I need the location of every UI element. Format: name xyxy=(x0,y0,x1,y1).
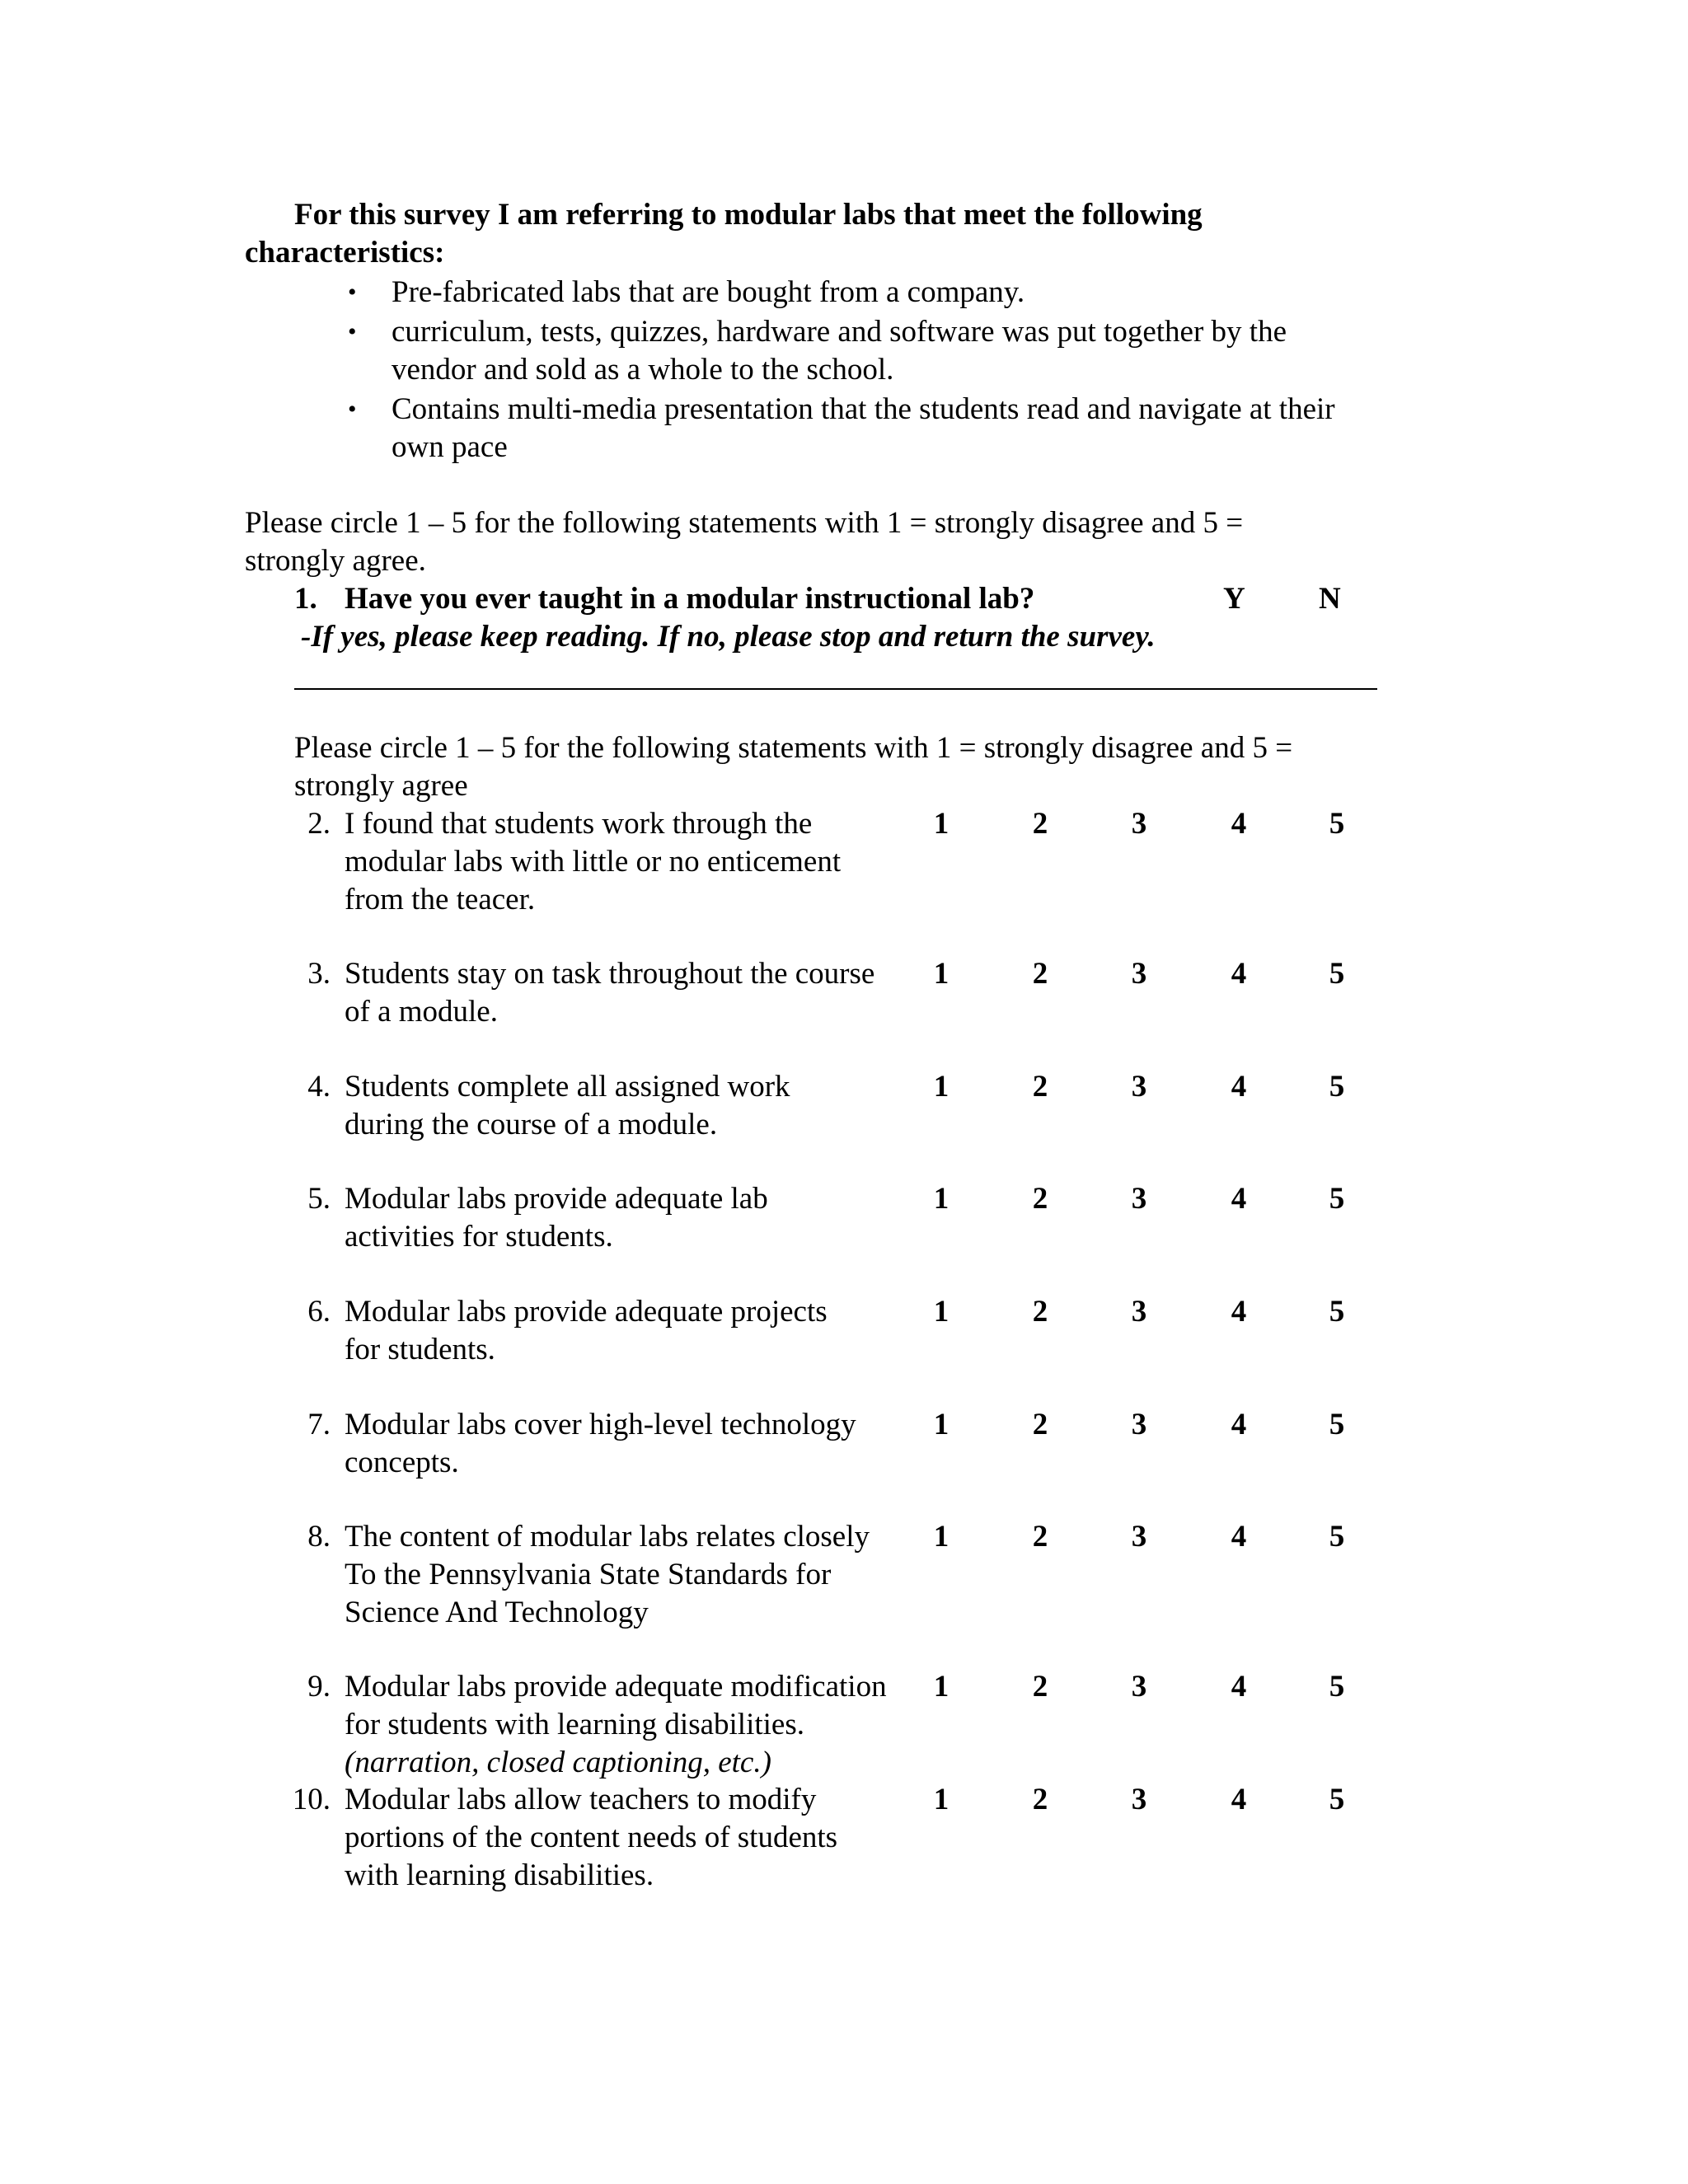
rating-option-2[interactable]: 2 xyxy=(1032,1520,1048,1554)
rating-option-5[interactable]: 5 xyxy=(1329,1670,1345,1704)
rating-option-2[interactable]: 2 xyxy=(1032,1783,1048,1816)
question-text-line: Science And Technology xyxy=(345,1596,649,1629)
instructions-line2: strongly agree. xyxy=(245,544,426,578)
rating-option-3[interactable]: 3 xyxy=(1131,807,1147,841)
rating-option-4[interactable]: 4 xyxy=(1231,1295,1247,1329)
rating-option-1[interactable]: 1 xyxy=(933,1783,950,1816)
rating-option-2[interactable]: 2 xyxy=(1032,957,1048,991)
rating-option-5[interactable]: 5 xyxy=(1329,1295,1345,1329)
question-4 xyxy=(0,1068,1688,1151)
rating-option-1[interactable]: 1 xyxy=(933,1520,950,1554)
rating-option-1[interactable]: 1 xyxy=(933,957,950,991)
bullet-text-line: Pre-fabricated labs that are bought from a company. xyxy=(392,275,1025,309)
rating-option-4[interactable]: 4 xyxy=(1231,957,1247,991)
question-text-line: with learning disabilities. xyxy=(345,1858,654,1892)
rating-option-1[interactable]: 1 xyxy=(933,1182,950,1216)
question-number: 2. xyxy=(307,807,331,841)
question-number: 3. xyxy=(307,957,331,991)
rating-option-2[interactable]: 2 xyxy=(1032,1670,1048,1704)
rating-option-5[interactable]: 5 xyxy=(1329,807,1345,841)
rating-option-2[interactable]: 2 xyxy=(1032,807,1048,841)
rating-option-4[interactable]: 4 xyxy=(1231,1670,1247,1704)
bullet-icon: • xyxy=(348,279,357,306)
question-text-line: during the course of a module. xyxy=(345,1108,718,1141)
question-6 xyxy=(0,1293,1688,1376)
rating-option-4[interactable]: 4 xyxy=(1231,1520,1247,1554)
question-text-line: Modular labs cover high-level technology xyxy=(345,1408,856,1441)
instructions2-line2: strongly agree xyxy=(294,769,468,803)
question-10 xyxy=(0,1781,1688,1905)
rating-option-2[interactable]: 2 xyxy=(1032,1408,1048,1441)
question-number: 5. xyxy=(307,1182,331,1216)
question-text-line: Students complete all assigned work xyxy=(345,1070,790,1104)
question-number: 1. xyxy=(294,582,317,616)
question-number: 8. xyxy=(307,1520,331,1554)
rating-option-3[interactable]: 3 xyxy=(1131,1520,1147,1554)
rating-option-4[interactable]: 4 xyxy=(1231,1070,1247,1104)
no-option[interactable]: N xyxy=(1319,582,1341,616)
rating-option-2[interactable]: 2 xyxy=(1032,1070,1048,1104)
question-number: 10. xyxy=(292,1783,331,1816)
question-text xyxy=(345,1068,790,1144)
instructions-line1: Please circle 1 – 5 for the following statements with 1 = strongly disagree and 5 = xyxy=(245,506,1244,540)
rating-option-3[interactable]: 3 xyxy=(1131,1295,1147,1329)
rating-option-3[interactable]: 3 xyxy=(1131,1783,1147,1816)
question-text-line: modular labs with little or no enticement xyxy=(345,845,842,879)
rating-option-4[interactable]: 4 xyxy=(1231,807,1247,841)
rating-option-5[interactable]: 5 xyxy=(1329,957,1345,991)
bullet-text-line: own pace xyxy=(392,430,508,464)
question-number: 7. xyxy=(307,1408,331,1441)
rating-option-5[interactable]: 5 xyxy=(1329,1182,1345,1216)
rating-option-1[interactable]: 1 xyxy=(933,807,950,841)
bullet-text-line: Contains multi-media presentation that the students read and navigate at their xyxy=(392,392,1335,426)
rating-option-1[interactable]: 1 xyxy=(933,1670,950,1704)
instructions2-line1: Please circle 1 – 5 for the following statements with 1 = strongly disagree and 5 = xyxy=(294,731,1293,765)
rating-option-4[interactable]: 4 xyxy=(1231,1182,1247,1216)
question-2 xyxy=(0,805,1688,929)
question-text-line: Students stay on task throughout the course xyxy=(345,957,875,991)
question-text-line: from the teacer. xyxy=(345,883,536,916)
rating-option-2[interactable]: 2 xyxy=(1032,1295,1048,1329)
question-text xyxy=(345,1781,837,1895)
rating-option-3[interactable]: 3 xyxy=(1131,1408,1147,1441)
question-text xyxy=(345,805,841,919)
question-text-line: Modular labs provide adequate projects xyxy=(345,1295,828,1329)
question-9 xyxy=(0,1668,1688,1783)
rating-option-5[interactable]: 5 xyxy=(1329,1520,1345,1554)
bullet-text-line: curriculum, tests, quizzes, hardware and software was put together by the xyxy=(392,315,1287,349)
rating-option-1[interactable]: 1 xyxy=(933,1408,950,1441)
rating-option-1[interactable]: 1 xyxy=(933,1295,950,1329)
bullet-icon: • xyxy=(348,396,357,423)
question-text-line: of a module. xyxy=(345,995,498,1029)
question-text-line: Modular labs provide adequate modification xyxy=(345,1670,887,1704)
question-text-line: activities for students. xyxy=(345,1220,613,1254)
rating-option-4[interactable]: 4 xyxy=(1231,1783,1247,1816)
rating-option-5[interactable]: 5 xyxy=(1329,1070,1345,1104)
question-7 xyxy=(0,1406,1688,1488)
question-text-line: Modular labs provide adequate lab xyxy=(345,1182,768,1216)
rating-option-4[interactable]: 4 xyxy=(1231,1408,1247,1441)
question-text-line: To the Pennsylvania State Standards for xyxy=(345,1558,832,1591)
question-number: 9. xyxy=(307,1670,331,1704)
yes-option[interactable]: Y xyxy=(1223,582,1245,616)
bullet-text-line: vendor and sold as a whole to the school. xyxy=(392,353,894,387)
question-text xyxy=(345,1518,870,1632)
question-text-line: concepts. xyxy=(345,1446,459,1479)
question-text: Have you ever taught in a modular instructional lab? xyxy=(345,582,1035,616)
rating-option-5[interactable]: 5 xyxy=(1329,1783,1345,1816)
intro-heading-line1: For this survey I am referring to modular labs that meet the following xyxy=(294,198,1203,232)
question-number: 6. xyxy=(307,1295,331,1329)
question-text xyxy=(345,1180,768,1256)
question-text xyxy=(345,1293,828,1369)
question-text xyxy=(345,1668,887,1782)
question-8 xyxy=(0,1518,1688,1642)
question-text xyxy=(345,1406,856,1482)
divider-line xyxy=(294,688,1377,690)
question-text-line: I found that students work through the xyxy=(345,807,813,841)
rating-option-3[interactable]: 3 xyxy=(1131,957,1147,991)
rating-option-3[interactable]: 3 xyxy=(1131,1070,1147,1104)
rating-option-3[interactable]: 3 xyxy=(1131,1182,1147,1216)
rating-option-1[interactable]: 1 xyxy=(933,1070,950,1104)
rating-option-3[interactable]: 3 xyxy=(1131,1670,1147,1704)
question-text-line: Modular labs allow teachers to modify xyxy=(345,1783,817,1816)
question-text-line: portions of the content needs of students xyxy=(345,1821,838,1854)
question-text-line: The content of modular labs relates closely xyxy=(345,1520,870,1554)
question-number: 4. xyxy=(307,1070,331,1104)
question-text-line: for students with learning disabilities. xyxy=(345,1708,804,1741)
question-text xyxy=(345,955,874,1031)
bullet-icon: • xyxy=(348,318,357,345)
rating-option-5[interactable]: 5 xyxy=(1329,1408,1345,1441)
question-note: (narration, closed captioning, etc.) xyxy=(345,1746,771,1779)
question-3 xyxy=(0,955,1688,1038)
intro-heading-line2: characteristics: xyxy=(245,236,445,269)
question-text-line: for students. xyxy=(345,1333,495,1366)
question-note: -If yes, please keep reading. If no, please stop and return the survey. xyxy=(301,620,1156,654)
rating-option-2[interactable]: 2 xyxy=(1032,1182,1048,1216)
question-5 xyxy=(0,1180,1688,1263)
